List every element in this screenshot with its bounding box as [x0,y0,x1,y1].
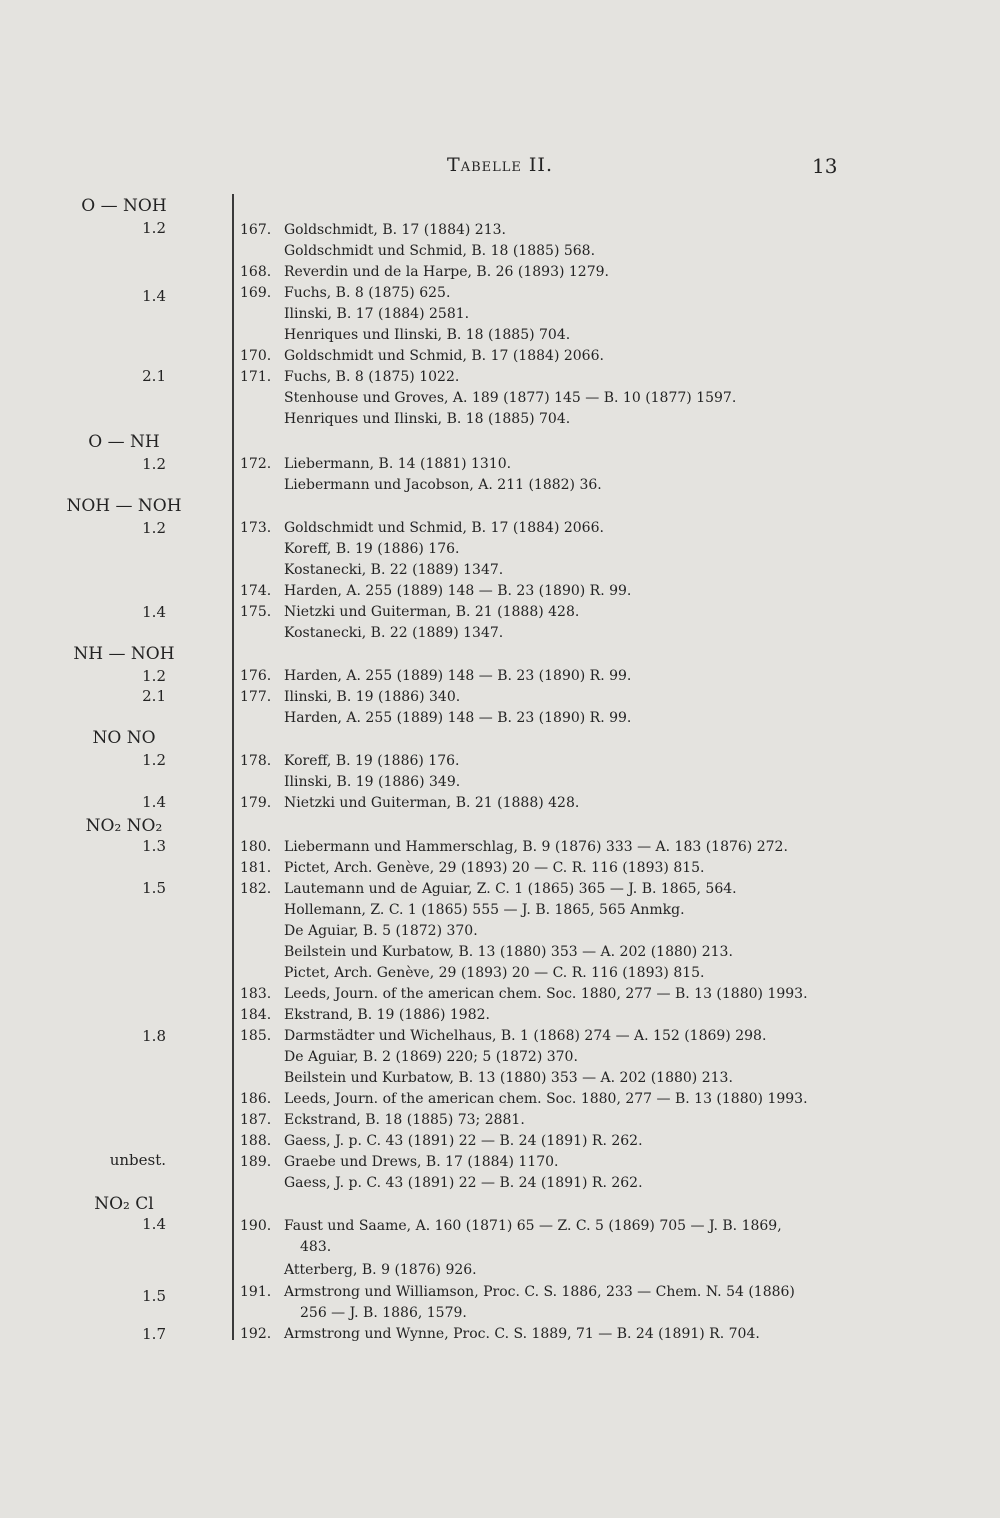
entry-citation: Goldschmidt und Schmid, B. 17 (1884) 2066. [284,348,604,364]
position-label: 1.5 [142,879,166,897]
reference-entry [240,623,503,644]
reference-entry [240,325,570,346]
entry-citation: Beilstein und Kurbatow, B. 13 (1880) 353 — A. 202 (1880) 213. [284,1070,733,1086]
entry-number: 174. [240,583,272,599]
reference-entry [240,1005,490,1026]
reference-entry [240,262,609,283]
entry-citation: De Aguiar, B. 2 (1869) 220; 5 (1872) 370. [284,1049,578,1065]
reference-entry [240,475,602,496]
entry-number: 191. [240,1284,272,1300]
reference-entry [240,560,503,581]
title-smallcaps: abelle [460,154,522,176]
reference-entry [240,388,736,409]
position-label: 1.2 [142,519,166,537]
entry-number: 171. [240,369,272,385]
reference-entry [240,518,604,539]
entry-citation: Leeds, Journ. of the american chem. Soc. 1880, 277 — B. 13 (1880) 1993. [284,986,808,1002]
entry-number: 182. [240,881,272,897]
entry-citation: Nietzki und Guiterman, B. 21 (1888) 428. [284,795,580,811]
group-heading: O — NOH [81,196,167,216]
entry-citation: Graebe und Drews, B. 17 (1884) 1170. [284,1154,559,1170]
position-label: 2.1 [142,367,166,385]
group-heading: NOH — NOH [66,496,182,516]
entry-citation: Armstrong und Williamson, Proc. C. S. 1886, 233 — Chem. N. 54 (1886) [284,1284,795,1300]
entry-citation: Fuchs, B. 8 (1875) 1022. [284,369,460,385]
entry-citation: Fuchs, B. 8 (1875) 625. [284,285,451,301]
title-suffix: II. [521,154,553,176]
reference-entry [240,1260,477,1281]
group-heading: O — NH [88,432,160,452]
position-label: 1.2 [142,455,166,473]
group-heading: NO₂ NO₂ [85,816,163,836]
entry-citation: Ilinski, B. 19 (1886) 340. [284,689,461,705]
entry-number: 183. [240,986,272,1002]
entry-citation: Stenhouse und Groves, A. 189 (1877) 145 — B. 10 (1877) 1597. [284,390,737,406]
entry-citation: Koreff, B. 19 (1886) 176. [284,541,460,557]
reference-entry [240,879,737,900]
reference-entry [240,1110,525,1131]
reference-entry [240,602,579,623]
entry-number: 181. [240,860,272,876]
reference-entry [240,539,459,560]
entry-citation: Ilinski, B. 17 (1884) 2581. [284,306,470,322]
entry-citation: Harden, A. 255 (1889) 148 — B. 23 (1890) R. 99. [284,710,632,726]
position-label: 2.1 [142,687,166,705]
entry-citation: Henriques und Ilinski, B. 18 (1885) 704. [284,411,571,427]
position-label: 1.4 [142,603,166,621]
reference-entry [240,942,733,963]
reference-entry [240,687,460,708]
entry-citation: Liebermann und Jacobson, A. 211 (1882) 36. [284,477,602,493]
reference-entry [240,1131,643,1152]
group-heading: NO NO [92,728,156,748]
entry-citation: Faust und Saame, A. 160 (1871) 65 — Z. C. 5 (1869) 705 — J. B. 1869, [284,1218,782,1234]
reference-entry [240,581,631,602]
reference-entry [240,1282,795,1303]
reference-entry [240,963,705,984]
entry-citation: Ilinski, B. 19 (1886) 349. [284,774,461,790]
entry-number: 167. [240,222,272,238]
reference-entry [240,1068,733,1089]
entry-number: 177. [240,689,272,705]
reference-entry [240,1047,578,1068]
position-label: 1.3 [142,837,166,855]
entry-number: 176. [240,668,272,684]
entry-citation: Eckstrand, B. 18 (1885) 73; 2881. [284,1112,525,1128]
position-label: 1.2 [142,751,166,769]
entry-number: 184. [240,1007,272,1023]
entry-number: 190. [240,1218,272,1234]
entry-number: 179. [240,795,272,811]
entry-citation: Goldschmidt, B. 17 (1884) 213. [284,222,506,238]
entry-citation: Harden, A. 255 (1889) 148 — B. 23 (1890) R. 99. [284,668,632,684]
entry-citation: Henriques und Ilinski, B. 18 (1885) 704. [284,327,571,343]
entry-citation: Harden, A. 255 (1889) 148 — B. 23 (1890) R. 99. [284,583,632,599]
reference-entry [240,346,604,367]
reference-entry [240,1303,467,1324]
reference-entry [240,751,459,772]
reference-entry [240,409,570,430]
entry-citation: 483. [300,1239,332,1255]
entry-citation: Gaess, J. p. C. 43 (1891) 22 — B. 24 (1891) R. 262. [284,1175,643,1191]
position-label: 1.4 [142,793,166,811]
entry-number: 168. [240,264,272,280]
entry-number: 187. [240,1112,272,1128]
reference-entry [240,1173,643,1194]
reference-entry [240,1089,808,1110]
reference-entry [240,921,478,942]
entry-citation: Liebermann und Hammerschlag, B. 9 (1876) 333 — A. 183 (1876) 272. [284,839,788,855]
entry-number: 192. [240,1326,272,1342]
page-number: 13 [812,154,838,178]
reference-entry [240,984,808,1005]
reference-entry [240,1152,558,1173]
reference-entry [240,666,631,687]
position-label: unbest. [109,1151,166,1169]
reference-entry [240,304,469,325]
entry-citation: Armstrong und Wynne, Proc. C. S. 1889, 71 — B. 24 (1891) R. 704. [284,1326,760,1342]
reference-entry [240,454,511,475]
entry-number: 172. [240,456,272,472]
position-label: 1.7 [142,1325,166,1343]
column-divider [232,194,234,1340]
entry-number: 170. [240,348,272,364]
entry-citation: Reverdin und de la Harpe, B. 26 (1893) 1279. [284,264,609,280]
entry-number: 175. [240,604,272,620]
page-title [0,154,1000,176]
entry-number: 186. [240,1091,272,1107]
entry-number: 180. [240,839,272,855]
entry-citation: Hollemann, Z. C. 1 (1865) 555 — J. B. 1865, 565 Anmkg. [284,902,685,918]
entry-citation: Pictet, Arch. Genève, 29 (1893) 20 — C. R. 116 (1893) 815. [284,860,705,876]
entry-citation: Kostanecki, B. 22 (1889) 1347. [284,625,504,641]
position-label: 1.4 [142,287,166,305]
entry-number: 169. [240,285,272,301]
reference-entry [240,900,685,921]
reference-entry [240,1237,331,1258]
entry-citation: Leeds, Journ. of the american chem. Soc. 1880, 277 — B. 13 (1880) 1993. [284,1091,808,1107]
reference-entry [240,837,788,858]
entry-citation: Ekstrand, B. 19 (1886) 1982. [284,1007,490,1023]
reference-entry [240,1324,760,1345]
title-initial: T [447,154,461,176]
entry-citation: Beilstein und Kurbatow, B. 13 (1880) 353 — A. 202 (1880) 213. [284,944,733,960]
entry-citation: Liebermann, B. 14 (1881) 1310. [284,456,512,472]
group-heading: NH — NOH [73,644,175,664]
reference-entry [240,241,595,262]
reference-entry [240,772,460,793]
entry-citation: Atterberg, B. 9 (1876) 926. [284,1262,477,1278]
entry-citation: Kostanecki, B. 22 (1889) 1347. [284,562,504,578]
reference-entry [240,1216,782,1237]
position-label: 1.2 [142,219,166,237]
entry-citation: Goldschmidt und Schmid, B. 17 (1884) 2066. [284,520,604,536]
entry-number: 188. [240,1133,272,1149]
entry-citation: Darmstädter und Wichelhaus, B. 1 (1868) 274 — A. 152 (1869) 298. [284,1028,767,1044]
entry-citation: Gaess, J. p. C. 43 (1891) 22 — B. 24 (1891) R. 262. [284,1133,643,1149]
reference-entry [240,793,579,814]
position-label: 1.5 [142,1287,166,1305]
entry-number: 178. [240,753,272,769]
entry-citation: De Aguiar, B. 5 (1872) 370. [284,923,478,939]
entry-citation: Lautemann und de Aguiar, Z. C. 1 (1865) 365 — J. B. 1865, 564. [284,881,737,897]
entry-citation: Nietzki und Guiterman, B. 21 (1888) 428. [284,604,580,620]
reference-entry [240,858,705,879]
position-label: 1.4 [142,1215,166,1233]
entry-citation: 256 — J. B. 1886, 1579. [300,1305,467,1321]
reference-entry [240,283,450,304]
entry-citation: Pictet, Arch. Genève, 29 (1893) 20 — C. R. 116 (1893) 815. [284,965,705,981]
reference-entry [240,220,506,241]
reference-entry [240,1026,766,1047]
reference-entry [240,367,459,388]
reference-entry [240,708,631,729]
entry-citation: Goldschmidt und Schmid, B. 18 (1885) 568. [284,243,596,259]
entry-number: 185. [240,1028,272,1044]
entry-citation: Koreff, B. 19 (1886) 176. [284,753,460,769]
position-label: 1.8 [142,1027,166,1045]
entry-number: 189. [240,1154,272,1170]
position-label: 1.2 [142,667,166,685]
group-heading: NO₂ Cl [94,1194,154,1214]
entry-number: 173. [240,520,272,536]
